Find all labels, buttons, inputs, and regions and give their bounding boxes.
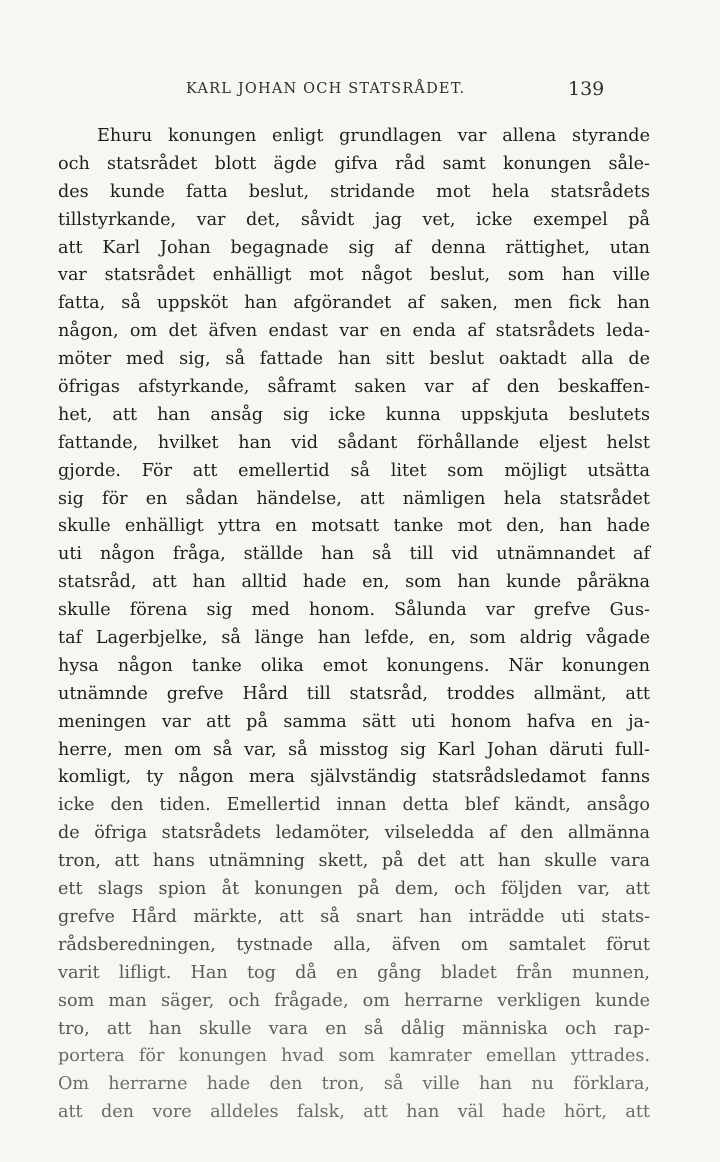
- text-line: hysa någon tanke olika emot konungens. När konungen: [58, 655, 650, 676]
- text-line: utnämnde grefve Hård till statsråd, troddes allmänt, att: [58, 683, 650, 704]
- text-line: icke den tiden. Emellertid innan detta blef kändt, ansågo: [58, 795, 650, 816]
- text-line: uti någon fråga, ställde han så till vid utnämnandet af: [58, 544, 650, 565]
- text-line: ett slags spion åt konungen på dem, och följden var, att: [58, 879, 650, 900]
- text-line: statsråd, att han alltid hade en, som han kunde påräkna: [58, 572, 650, 593]
- text-line: des kunde fatta beslut, stridande mot hela statsrådets: [58, 181, 650, 202]
- text-line: grefve Hård märkte, att så snart han inträdde uti stats-: [58, 906, 650, 927]
- body-text: [58, 123, 650, 1127]
- text-line: fattande, hvilket han vid sådant förhållande eljest helst: [58, 432, 650, 453]
- text-line: varit lifligt. Han tog då en gång bladet från munnen,: [58, 962, 650, 983]
- text-line: het, att han ansåg sig icke kunna uppskjuta beslutets: [58, 404, 650, 425]
- text-line: rådsberedningen, tystnade alla, äfven om samtalet förut: [58, 934, 650, 955]
- text-line: gjorde. För att emellertid så litet som möjligt utsätta: [58, 460, 650, 481]
- text-line: Ehuru konungen enligt grundlagen var allena styrande: [97, 126, 650, 146]
- text-line: tron, att hans utnämning skett, på det att han skulle vara: [58, 851, 650, 872]
- text-line: Om herrarne hade den tron, så ville han nu förklara,: [58, 1074, 650, 1095]
- text-line: tro, att han skulle vara en så dålig människa och rap-: [58, 1018, 650, 1039]
- text-line: fatta, så uppsköt han afgörandet af saken, men fick han: [58, 293, 650, 314]
- text-line: skulle förena sig med honom. Sålunda var grefve Gus-: [58, 600, 650, 621]
- text-line: och statsrådet blott ägde gifva råd samt konungen såle-: [58, 153, 650, 174]
- running-title: KARL JOHAN OCH STATSRÅDET.: [186, 81, 466, 97]
- text-line: komligt, ty någon mera självständig statsrådsledamot fanns: [58, 767, 650, 788]
- text-line: möter med sig, så fattade han sitt beslut oaktadt alla de: [58, 349, 650, 370]
- text-line: portera för konungen hvad som kamrater emellan yttrades.: [58, 1046, 650, 1067]
- text-line: någon, om det äfven endast var en enda af statsrådets leda-: [58, 321, 650, 342]
- text-line: att Karl Johan begagnade sig af denna rättighet, utan: [58, 237, 650, 258]
- text-line: sig för en sådan händelse, att nämligen hela statsrådet: [58, 488, 650, 509]
- text-line: öfrigas afstyrkande, såframt saken var af den beskaffen-: [58, 377, 650, 398]
- text-line: taf Lagerbjelke, så länge han lefde, en, som aldrig vågade: [58, 628, 650, 649]
- text-line: tillstyrkande, var det, såvidt jag vet, icke exempel på: [58, 209, 650, 230]
- page-number: 139: [568, 78, 605, 100]
- text-line: de öfriga statsrådets ledamöter, vilseledda af den allmänna: [58, 823, 650, 844]
- text-line: var statsrådet enhälligt mot något beslut, som han ville: [58, 265, 650, 286]
- text-line: att den vore alldeles falsk, att han väl hade hört, att: [58, 1102, 650, 1123]
- text-line: som man säger, och frågade, om herrarne verkligen kunde: [58, 990, 650, 1011]
- text-line: skulle enhälligt yttra en motsatt tanke mot den, han hade: [58, 516, 650, 537]
- text-line: herre, men om så var, så misstog sig Karl Johan däruti full-: [58, 739, 650, 760]
- text-line: meningen var att på samma sätt uti honom hafva en ja-: [58, 711, 650, 732]
